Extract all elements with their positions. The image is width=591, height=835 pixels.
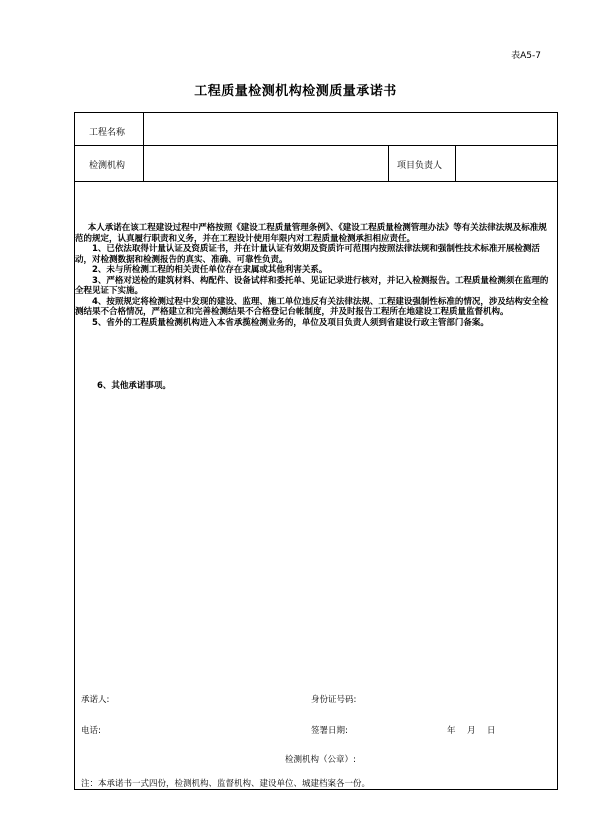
form-code: 表A5-7 [511, 51, 541, 61]
commitment-item: 1、已依法取得计量认证及资质证书，并在计量认证有效期及资质许可范围内按照法律法规和强制性技术标准开展检测活动，对检测数据和检测报告的真实、准确、可靠性负责。 [75, 244, 540, 265]
date-month: 月 [467, 726, 476, 736]
page-title: 工程质量检测机构检测质量承诺书 [194, 84, 397, 99]
divider [75, 145, 557, 146]
commitment-intro: 本人承诺在该工程建设过程中严格按照《建设工程质量管理条例》、《建设工程质量检测管理办法》等有关法律法规及标准规范的规定，认真履行职责和义务，并在工程设计使用年限内对工程质量检测承担相应责任。 [75, 223, 547, 244]
commitment-item: 5、省外的工程质量检测机构进入本省承揽检测业务的，单位及项目负责人须到省建设行政主管部门备案。 [92, 317, 489, 328]
promisor-label: 承诺人: [81, 695, 110, 705]
divider [143, 145, 144, 181]
divider [75, 181, 557, 182]
agency-label: 检测机构 [89, 161, 126, 171]
sign-date-label: 签署日期: [311, 726, 348, 736]
divider [388, 145, 389, 181]
seal-label: 检测机构（公章）: [285, 755, 356, 765]
date-day: 日 [487, 726, 496, 736]
date-year: 年 [447, 726, 456, 736]
project-name-label: 工程名称 [89, 128, 126, 138]
footnote: 注：本承诺书一式四份，检测机构、监督机构、建设单位、城建档案各一份。 [81, 779, 371, 789]
divider [455, 145, 456, 181]
other-commitments: 6、其他承诺事项。 [97, 381, 171, 391]
commitment-item: 4、按照规定将检测过程中发现的建设、监理、施工单位违反有关法律法规、工程建设强制性标准的情况，涉及结构安全检测结果不合格情况，严格建立和完善检测结果不合格登记台帐制度，并及时报告工程所在地建设工程质量监督机构。 [75, 296, 549, 317]
phone-label: 电话: [81, 726, 101, 736]
manager-label: 项目负责人 [397, 161, 443, 171]
id-number-label: 身份证号码: [311, 695, 357, 705]
commitment-item: 2、未与所检测工程的相关责任单位存在隶属或其他利害关系。 [92, 265, 328, 275]
commitment-text [75, 223, 551, 328]
divider [143, 113, 144, 145]
commitment-item: 3、严格对送检的建筑材料、构配件、设备试样和委托单、见证记录进行核对，并记入检测报告。工程质量检测须在监理的全程见证下实施。 [75, 275, 549, 296]
commitment-form [74, 112, 558, 790]
